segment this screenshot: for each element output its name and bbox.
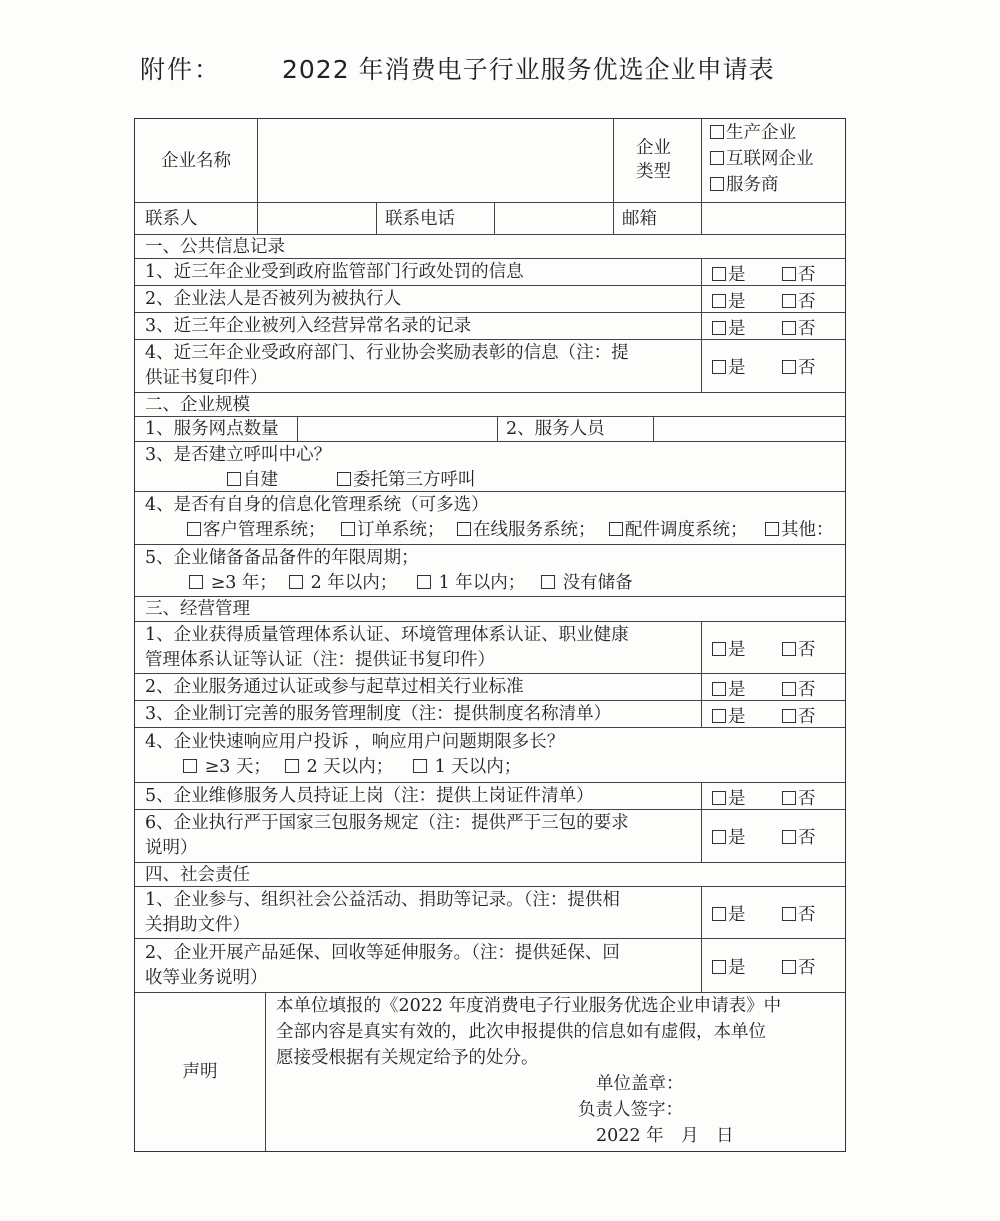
checkbox-icon <box>712 791 726 805</box>
checkbox-icon <box>712 907 726 921</box>
yes-option[interactable]: 是 <box>712 636 746 661</box>
checkbox-icon <box>285 759 299 773</box>
outlets-field[interactable] <box>297 417 497 441</box>
question-row: 5、企业储备备品备件的年限周期； ≥3 年； 2 年以内； 1 年以内； 没有储备 <box>135 545 845 597</box>
section-heading: 四、社会责任 <box>135 863 845 887</box>
checkbox-icon <box>712 360 726 374</box>
checkbox-icon <box>712 682 726 696</box>
question-row: 1、企业获得质量管理体系认证、环境管理体系认证、职业健康 管理体系认证等认证（注：提供证书复印件） 是 否 <box>135 622 845 674</box>
question-row: 2、企业服务通过认证或参与起草过相关行业标准 是 否 <box>135 674 845 701</box>
declaration-row <box>135 993 845 1151</box>
checkbox-icon <box>341 522 355 536</box>
yes-option[interactable]: 是 <box>712 954 746 979</box>
no-option[interactable]: 否 <box>782 703 816 728</box>
attachment-label: 附件： <box>140 55 222 84</box>
yes-option[interactable]: 是 <box>712 354 746 379</box>
question-row: 4、企业快速响应用户投诉 ，响应用户问题期限多长？ ≥3 天； 2 天以内； 1 天以内； <box>135 728 845 783</box>
checkbox-icon <box>782 709 796 723</box>
phone-label: 联系电话 <box>385 209 455 229</box>
checkbox-icon <box>712 321 726 335</box>
option-other[interactable]: 其他： <box>765 517 834 543</box>
staff-label: 2、服务人员 <box>506 419 605 439</box>
question-row: 4、是否有自身的信息化管理系统（可多选） 客户管理系统； 订单系统； 在线服务系统； 配件调度系统； 其他： <box>135 492 845 545</box>
question-row: 5、企业维修服务人员持证上岗（注：提供上岗证件清单） 是 否 <box>135 783 845 810</box>
checkbox-icon <box>782 907 796 921</box>
company-name-label: 企业名称 <box>161 150 231 171</box>
option-2-years[interactable]: 2 年以内； <box>289 570 397 596</box>
option-2-days[interactable]: 2 天以内； <box>285 754 393 780</box>
checkbox-icon <box>712 294 726 308</box>
checkbox-icon <box>417 575 431 589</box>
yes-option[interactable]: 是 <box>712 785 746 810</box>
email-field[interactable] <box>701 203 845 234</box>
checkbox-icon <box>183 759 197 773</box>
option-3-years[interactable]: ≥3 年； <box>189 570 277 596</box>
checkbox-icon <box>782 960 796 974</box>
checkbox-icon <box>457 522 471 536</box>
checkbox-icon <box>765 522 779 536</box>
option-1-day[interactable]: 1 天以内； <box>413 754 521 780</box>
no-option[interactable]: 否 <box>782 315 816 340</box>
yes-option[interactable]: 是 <box>712 703 746 728</box>
checkbox-icon <box>710 125 724 139</box>
company-type-label-2: 类型 <box>636 162 671 182</box>
no-option[interactable]: 否 <box>782 354 816 379</box>
no-option[interactable]: 否 <box>782 954 816 979</box>
question-row: 1、近三年企业受到政府监管部门行政处罚的信息 是 否 <box>135 259 845 286</box>
checkbox-icon <box>782 642 796 656</box>
seal-label: 单位盖章： <box>596 1074 684 1094</box>
no-option[interactable]: 否 <box>782 785 816 810</box>
yes-option[interactable]: 是 <box>712 315 746 340</box>
checkbox-icon <box>413 759 427 773</box>
question-row: 3、是否建立呼叫中心？ 自建 委托第三方呼叫 <box>135 442 845 492</box>
yes-option[interactable]: 是 <box>712 676 746 701</box>
option-outsourced[interactable]: 委托第三方呼叫 <box>337 467 476 493</box>
checkbox-icon <box>609 522 623 536</box>
question-row: 2、企业开展产品延保、回收等延伸服务。（注：提供延保、回 收等业务说明） 是 否 <box>135 939 845 993</box>
checkbox-icon <box>712 642 726 656</box>
document-header <box>140 50 960 90</box>
checkbox-icon <box>782 321 796 335</box>
yes-option[interactable]: 是 <box>712 901 746 926</box>
option-parts-dispatch[interactable]: 配件调度系统； <box>609 517 748 543</box>
form-title: 2022 年消费电子行业服务优选企业申请表 <box>282 55 775 84</box>
phone-field[interactable] <box>494 203 613 234</box>
checkbox-icon <box>712 267 726 281</box>
section-heading: 二、企业规模 <box>135 393 845 417</box>
type-option-service-provider[interactable]: 服务商 <box>710 172 779 198</box>
checkbox-icon <box>710 177 724 191</box>
option-self-built[interactable]: 自建 <box>227 467 278 493</box>
option-crm[interactable]: 客户管理系统； <box>187 517 326 543</box>
date-label: 2022 年 月 日 <box>596 1126 734 1146</box>
question-row: 3、近三年企业被列入经营异常名录的记录 是 否 <box>135 313 845 340</box>
no-option[interactable]: 否 <box>782 676 816 701</box>
company-name-row <box>135 119 845 203</box>
question-row: 1、企业参与、组织社会公益活动、捐助等记录。（注：提供相 关捐助文件） 是 否 <box>135 887 845 939</box>
option-none[interactable]: 没有储备 <box>541 570 633 596</box>
contact-label: 联系人 <box>145 209 198 229</box>
yes-option[interactable]: 是 <box>712 261 746 286</box>
section-heading: 三、经营管理 <box>135 597 845 622</box>
yes-option[interactable]: 是 <box>712 824 746 849</box>
outlets-label: 1、服务网点数量 <box>145 419 279 439</box>
option-1-year[interactable]: 1 年以内； <box>417 570 525 596</box>
declaration-label: 声明 <box>182 1062 218 1082</box>
checkbox-icon <box>782 294 796 308</box>
option-online-service[interactable]: 在线服务系统； <box>457 517 596 543</box>
signature-label: 负责人签字： <box>578 1100 683 1120</box>
email-label: 邮箱 <box>622 209 657 229</box>
checkbox-icon <box>782 830 796 844</box>
checkbox-icon <box>782 682 796 696</box>
application-form-table <box>134 118 846 1152</box>
type-option-internet[interactable]: 互联网企业 <box>710 146 814 172</box>
checkbox-icon <box>712 709 726 723</box>
checkbox-icon <box>187 522 201 536</box>
scale-row <box>135 417 845 442</box>
checkbox-icon <box>227 472 241 486</box>
yes-option[interactable]: 是 <box>712 288 746 313</box>
contact-row <box>135 203 845 235</box>
no-option[interactable]: 否 <box>782 261 816 286</box>
no-option[interactable]: 否 <box>782 636 816 661</box>
question-row: 2、企业法人是否被列为被执行人 是 否 <box>135 286 845 313</box>
type-option-manufacturer[interactable]: 生产企业 <box>710 120 796 146</box>
question-row: 6、企业执行严于国家三包服务规定（注：提供严于三包的要求 说明） 是 否 <box>135 810 845 863</box>
checkbox-icon <box>289 575 303 589</box>
section-heading: 一、公共信息记录 <box>135 235 845 259</box>
contact-field[interactable] <box>257 203 376 234</box>
no-option[interactable]: 否 <box>782 288 816 313</box>
company-type-label-1: 企业 <box>636 138 671 158</box>
checkbox-icon <box>712 960 726 974</box>
no-option[interactable]: 否 <box>782 901 816 926</box>
declaration-text: 本单位填报的《2022 年度消费电子行业服务优选企业申请表》中 全部内容是真实有效的，此次申报提供的信息如有虚假，本单位 愿接受根据有关规定给予的处分。 单位盖章： 负责人签字： 2022 年 月 日 <box>265 993 845 1151</box>
checkbox-icon <box>782 267 796 281</box>
company-name-field[interactable] <box>257 119 613 202</box>
company-type-options <box>701 119 845 202</box>
question-row: 3、企业制订完善的服务管理制度（注：提供制度名称清单） 是 否 <box>135 701 845 728</box>
checkbox-icon <box>541 575 555 589</box>
option-order[interactable]: 订单系统； <box>341 517 445 543</box>
checkbox-icon <box>189 575 203 589</box>
staff-field[interactable] <box>653 417 845 441</box>
no-option[interactable]: 否 <box>782 824 816 849</box>
checkbox-icon <box>782 791 796 805</box>
option-3-days[interactable]: ≥3 天； <box>183 754 271 780</box>
checkbox-icon <box>712 830 726 844</box>
checkbox-icon <box>337 472 351 486</box>
checkbox-icon <box>710 151 724 165</box>
question-row: 4、近三年企业受政府部门、行业协会奖励表彰的信息（注：提 供证书复印件） 是 否 <box>135 340 845 393</box>
checkbox-icon <box>782 360 796 374</box>
